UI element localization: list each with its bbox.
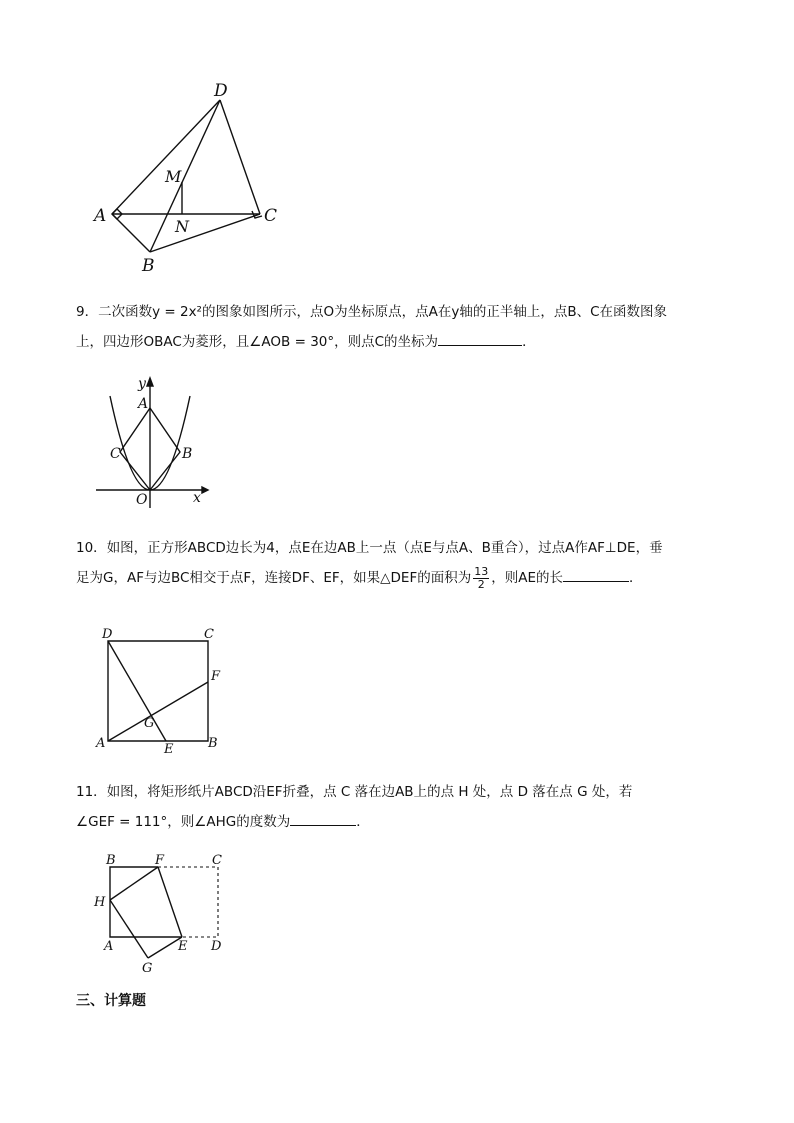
label-a: A	[96, 736, 106, 751]
segment-hf	[110, 867, 158, 900]
label-a: A	[104, 939, 114, 954]
label-g: G	[144, 716, 155, 731]
question-11-end: ．	[356, 814, 370, 830]
segment-de	[108, 641, 166, 741]
question-10-line-2	[76, 563, 716, 593]
question-10-text-3: ，则AE的长	[491, 570, 563, 586]
figure-q9	[92, 372, 222, 512]
y-axis-arrow	[147, 378, 153, 386]
x-axis-arrow	[202, 487, 208, 493]
question-11-line-1	[76, 777, 716, 807]
fraction-13-over-2	[473, 566, 489, 591]
segment-ge	[148, 937, 182, 958]
label-c: C	[204, 627, 214, 642]
label-m: M	[165, 167, 182, 186]
label-e: E	[178, 939, 188, 954]
question-9-text-1: 二次函数y = 2x²的图象如图所示，点O为坐标原点，点A在y轴的正半轴上，点B、C在函数图象	[98, 304, 668, 320]
label-b: B	[142, 256, 155, 276]
answer-blank-11[interactable]	[290, 811, 356, 826]
fold-line-ef	[158, 867, 182, 937]
label-d: D	[211, 939, 222, 954]
figure-q11	[92, 852, 232, 978]
label-f: F	[211, 669, 221, 684]
segment-hg	[110, 900, 148, 958]
figure-q8	[80, 78, 300, 278]
label-c: C	[212, 853, 222, 868]
question-9	[76, 297, 716, 357]
question-10-line-1	[76, 533, 716, 563]
figure-q10	[94, 624, 234, 760]
question-9-end: ．	[522, 334, 536, 350]
question-9-text-2: 上，四边形OBAC为菱形，且∠AOB = 30°，则点C的坐标为	[76, 334, 439, 350]
question-11-number: 11．	[76, 784, 107, 800]
label-n: N	[175, 217, 189, 236]
section-heading-calculation: 三、计算题	[76, 993, 146, 1009]
question-9-line-1	[76, 297, 716, 327]
question-9-number: 9．	[76, 304, 99, 320]
question-9-line-2	[76, 327, 716, 357]
label-c: C	[264, 206, 278, 226]
edge-ad	[112, 100, 220, 214]
label-y: y	[138, 376, 146, 392]
edge-dc	[220, 100, 260, 214]
question-11	[76, 777, 716, 837]
question-11-text-1: 如图，将矩形纸片ABCD沿EF折叠，点 C 落在边AB上的点 H 处，点 D 落在点 G 处，若	[106, 784, 633, 800]
label-o: O	[136, 492, 148, 508]
edge-bc	[150, 214, 260, 252]
label-f: F	[155, 853, 165, 868]
label-d: D	[214, 81, 228, 101]
fraction-numerator: 13	[474, 564, 489, 578]
label-h: H	[94, 895, 106, 910]
question-10-number: 10．	[76, 540, 107, 556]
rectangle-folded-part-dashed	[158, 867, 218, 937]
label-g: G	[142, 961, 153, 976]
label-b: B	[208, 736, 218, 751]
rectangle-left-part	[110, 867, 182, 937]
label-b: B	[182, 446, 193, 462]
label-x: x	[193, 490, 201, 506]
question-10	[76, 533, 716, 593]
label-c: C	[110, 446, 121, 462]
fraction-denominator: 2	[477, 577, 485, 591]
question-11-text-2: ∠GEF = 111°，则∠AHG的度数为	[76, 814, 291, 830]
edge-ab	[112, 214, 150, 252]
label-b: B	[106, 853, 116, 868]
answer-blank-9[interactable]	[438, 331, 522, 346]
label-e: E	[164, 742, 174, 757]
question-11-line-2	[76, 807, 716, 837]
label-d: D	[102, 627, 113, 642]
label-a: A	[94, 206, 107, 226]
answer-blank-10[interactable]	[563, 567, 629, 582]
question-10-text-2: 足为G，AF与边BC相交于点F，连接DF、EF，如果△DEF的面积为	[76, 570, 472, 586]
segment-af	[108, 682, 208, 741]
label-a: A	[138, 396, 149, 412]
question-10-end: ．	[628, 570, 643, 586]
question-10-text-1: 如图，正方形ABCD边长为4，点E在边AB上一点（点E与点A、B重合），过点A作AF⊥DE，垂	[106, 540, 663, 556]
